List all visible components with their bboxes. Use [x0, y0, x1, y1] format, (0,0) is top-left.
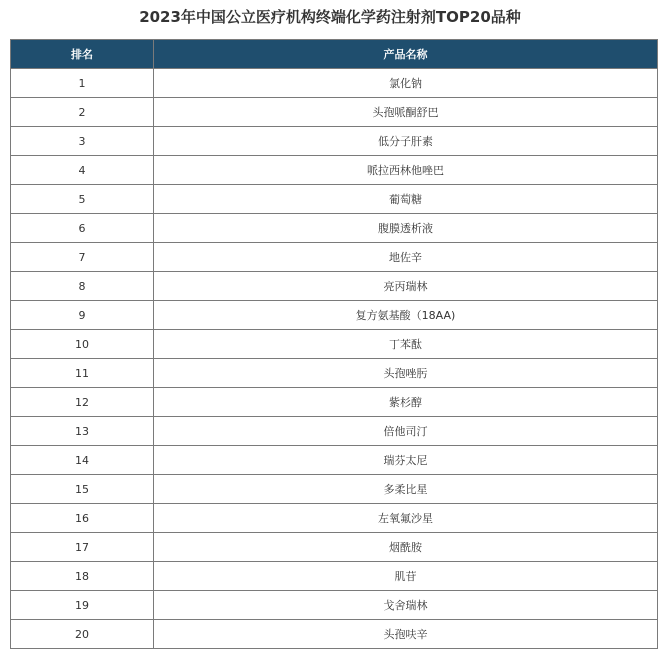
- product-name-cell: 低分子肝素: [154, 127, 658, 156]
- table-row: [11, 330, 658, 359]
- product-name-cell: 葡萄糖: [154, 185, 658, 214]
- product-name-cell: 腹膜透析液: [154, 214, 658, 243]
- header-row: [11, 40, 658, 69]
- rank-cell: 16: [11, 504, 154, 533]
- table-row: [11, 359, 658, 388]
- rank-cell: 20: [11, 620, 154, 649]
- product-name-cell: 肌苷: [154, 562, 658, 591]
- rank-cell: 5: [11, 185, 154, 214]
- product-name-cell: 头孢呋辛: [154, 620, 658, 649]
- table-row: [11, 446, 658, 475]
- rank-cell: 1: [11, 69, 154, 98]
- rank-cell: 12: [11, 388, 154, 417]
- product-name-cell: 哌拉西林他唑巴: [154, 156, 658, 185]
- product-name-cell: 左氧氟沙星: [154, 504, 658, 533]
- table-row: [11, 504, 658, 533]
- chart-title: 2023年中国公立医疗机构终端化学药注射剂TOP20品种: [139, 8, 521, 26]
- product-name-cell: 倍他司汀: [154, 417, 658, 446]
- product-name-cell: 复方氨基酸（18AA): [154, 301, 658, 330]
- header-product-name: 产品名称: [154, 40, 658, 69]
- rank-cell: 4: [11, 156, 154, 185]
- rank-cell: 7: [11, 243, 154, 272]
- table-row: [11, 562, 658, 591]
- product-name-cell: 瑞芬太尼: [154, 446, 658, 475]
- table-row: [11, 243, 658, 272]
- product-name-cell: 多柔比星: [154, 475, 658, 504]
- table-row: [11, 127, 658, 156]
- table-row: [11, 69, 658, 98]
- table-row: [11, 533, 658, 562]
- product-name-cell: 头孢哌酮舒巴: [154, 98, 658, 127]
- table-row: [11, 620, 658, 649]
- table-row: [11, 591, 658, 620]
- product-name-cell: 氯化钠: [154, 69, 658, 98]
- product-name-cell: 紫杉醇: [154, 388, 658, 417]
- rank-cell: 18: [11, 562, 154, 591]
- table-row: [11, 388, 658, 417]
- table-row: [11, 156, 658, 185]
- rank-cell: 19: [11, 591, 154, 620]
- rank-cell: 17: [11, 533, 154, 562]
- header-rank: 排名: [11, 40, 154, 69]
- table-header: [11, 40, 658, 69]
- product-name-cell: 头孢唑肟: [154, 359, 658, 388]
- table-row: [11, 301, 658, 330]
- rank-cell: 9: [11, 301, 154, 330]
- rank-cell: 2: [11, 98, 154, 127]
- rank-cell: 11: [11, 359, 154, 388]
- rank-cell: 6: [11, 214, 154, 243]
- table-row: [11, 185, 658, 214]
- ranking-table: [10, 39, 658, 649]
- rank-cell: 3: [11, 127, 154, 156]
- product-name-cell: 亮丙瑞林: [154, 272, 658, 301]
- product-name-cell: 丁苯酞: [154, 330, 658, 359]
- product-name-cell: 戈舍瑞林: [154, 591, 658, 620]
- table-row: [11, 475, 658, 504]
- table-body: [11, 69, 658, 649]
- rank-cell: 13: [11, 417, 154, 446]
- table-row: [11, 417, 658, 446]
- rank-cell: 10: [11, 330, 154, 359]
- table-row: [11, 272, 658, 301]
- table-row: [11, 214, 658, 243]
- rank-cell: 14: [11, 446, 154, 475]
- product-name-cell: 地佐辛: [154, 243, 658, 272]
- table-row: [11, 98, 658, 127]
- product-name-cell: 烟酰胺: [154, 533, 658, 562]
- rank-cell: 8: [11, 272, 154, 301]
- rank-cell: 15: [11, 475, 154, 504]
